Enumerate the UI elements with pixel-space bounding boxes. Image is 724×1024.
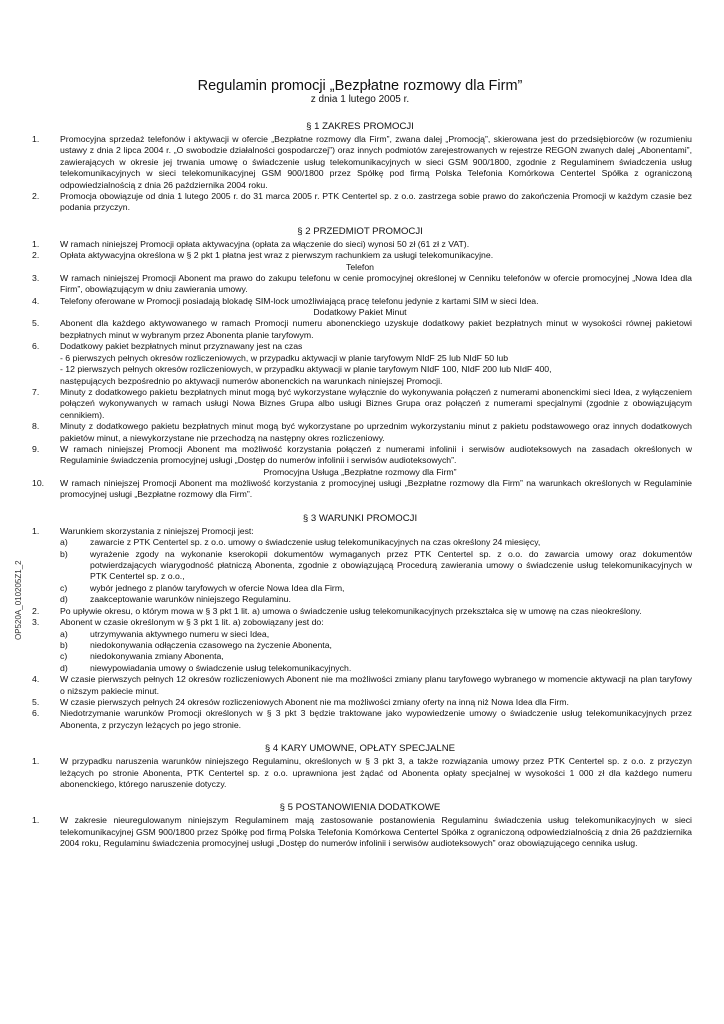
document-date: z dnia 1 lutego 2005 r. (310, 94, 410, 105)
item-text: Minuty z dodatkowego pakietu bezpłatnych minut mogą być wykorzystane wyłącznie do wykonywania połączeń z numerami abonenckimi sieci Idea, z wyłączeniem połączeń wykonywanych w ramach usługi Nowa Biznes Grupa albo usługi Biznes Grupa oraz połączeń z numerami specjalnymi (zgodnie z obowiązującym cennikiem). (60, 386, 692, 420)
item-text: W ramach niniejszej Promocji Abonent ma możliwość korzystania z promocyjnej usługi „Bezpłatne rozmowy dla Firm” na warunkach określonych w Regulaminie promocyjnej usługi „Bezpłatne rozmowy dla Firm”. (60, 478, 692, 500)
regulation-document (28, 78, 692, 862)
sub-item (28, 663, 692, 674)
item-text: Po upływie okresu, o którym mowa w § 3 pkt 1 lit. a) umowa o świadczenie usług telekomunikacyjnych przekształca się w umowę na czas nieokreślony. (60, 605, 642, 616)
sub-item (28, 537, 692, 548)
item-number: 4. (32, 295, 40, 306)
list-item (28, 341, 692, 387)
list-item (28, 239, 692, 250)
sub-letter: d) (60, 594, 68, 605)
sub-letter: b) (60, 548, 68, 559)
list-item (28, 273, 692, 296)
list-item (28, 815, 692, 849)
item-text: Niedotrzymanie warunków Promocji określonych w § 3 pkt 3 będzie traktowane jako wypowiedzenie umowy o świadczenie usług telekomunikacyjnych przez Abonenta, z przyczyn leżących po jego stronie. (60, 708, 692, 730)
item-text: W przypadku naruszenia warunków niniejszego Regulaminu, określonych w § 3 pkt 3, a także rozwiązania umowy przez PTK Centertel sp. z o.o. z przyczyn leżących po stronie Abonenta, PTK Centertel sp. z o.o. uprawniona jest żądać od Abonenta opłaty specjalnej w wysokości 1 000 zł dla każdego numeru abonenckiego, którego naruszenie dotyczy. (60, 756, 692, 789)
sub-item (28, 629, 692, 640)
item-number: 9. (32, 443, 40, 454)
item-text: W czasie pierwszych pełnych 24 okresów rozliczeniowych Abonent nie ma możliwości zmiany oferty na inną niż Nowa Idea dla Firm. (60, 696, 569, 707)
subsection-title: Promocyjna Usługa „Bezpłatne rozmowy dla Firm” (263, 466, 457, 477)
item-number: 2. (32, 605, 40, 616)
sub-letter: c) (60, 582, 68, 593)
sub-text: utrzymywania aktywnego numeru w sieci Idea, (90, 628, 270, 639)
list-item (28, 697, 692, 708)
item-text: Promocyjna sprzedaż telefonów i aktywacji w ofercie „Bezpłatne rozmowy dla Firm”, zwana dalej „Promocją”, skierowana jest do przedsiębiorców (w rozumieniu ustawy z dnia 2 lipca 2004 r. „O swobodzie działalności gospodarczej”) oraz innych podmiotów zarejestrowanych w rejestrze REGON zwanych dalej „Abonentami”, zawierających w okresie jej trwania umowę o świadczenie usług telekomunikacyjnych w sieci GSM 900/1800, zgodnie z Regulaminem świadczenia usług telekomunikacyjnych w sieci telekomunikacyjnej GSM 900/1800 przez Spółkę pod firmą Polska Telefonia Komórkowa Centertel Spółka z ograniczoną odpowiedzialnością z dnia 26 października 2004 roku. (60, 134, 692, 190)
section-title: § 1 ZAKRES PROMOCJI (306, 121, 414, 132)
item-text: Abonent dla każdego aktywowanego w ramach Promocji numeru abonenckiego uzyskuje dodatkowy pakiet bezpłatnych minut w wysokości równej pakietowi bezpłatnych minut w wybranym przez Abonenta planie taryfowym. (60, 318, 692, 340)
list-item (28, 444, 692, 467)
sub-letter: b) (60, 639, 68, 650)
item-number: 6. (32, 708, 40, 719)
list-item (28, 756, 692, 790)
item-text: W ramach niniejszej Promocji Abonent ma prawo do zakupu telefonu w cenie promocyjnej określonej w Cenniku telefonów w ofercie promocyjnej „Nowa Idea dla Firm”, obowiązującym w dniu zawierania umowy. (60, 272, 692, 295)
item-number: 3. (32, 272, 40, 283)
sub-item (28, 549, 692, 583)
item-line: - 12 pierwszych pełnych okresów rozliczeniowych, w przypadku aktywacji w planie taryfowym NIdF 100, NIdF 200 lub NIdF 400, (60, 364, 552, 375)
document-code: OP520A_010205Z1_2 (14, 560, 23, 640)
item-number: 1. (32, 134, 40, 144)
sub-letter: a) (60, 628, 68, 639)
list-item (28, 387, 692, 421)
subsection-title: Dodatkowy Pakiet Minut (313, 307, 407, 318)
section-3 (28, 513, 692, 731)
item-number: 4. (32, 674, 40, 685)
item-text: W ramach niniejszej Promocji opłata aktywacyjna (opłata za włączenie do sieci) wynosi 50 zł (61 zł z VAT). (60, 238, 470, 249)
item-text: Warunkiem skorzystania z niniejszej Promocji jest: (60, 525, 254, 536)
item-number: 1. (32, 756, 40, 767)
item-number: 7. (32, 386, 40, 397)
list-item (28, 708, 692, 731)
sub-text: wyrażenie zgody na wykonanie kserokopii dokumentów wymaganych przez PTK Centertel sp. z o.o. do zawarcia umowy oraz dokumentów potwierdzających wiarygodność płatniczą Abonenta, zgodnie z obowiązującą Procedurą zawierania umowy o świadczenie usług telekomunikacyjnych w PTK Centertel sp. z o.o., (90, 548, 692, 582)
sub-item (28, 594, 692, 605)
section-title: § 5 POSTANOWIENIA DODATKOWE (279, 802, 441, 814)
item-number: 8. (32, 421, 40, 432)
item-text: W ramach niniejszej Promocji Abonent ma możliwość korzystania połączeń z numerami infolinii i serwisów audioteksowych na zasadach określonych w Regulaminie świadczenia promocyjnej usługi „Dostęp do numerów infolinii i serwisów audioteksowych”. (60, 443, 692, 466)
item-text: Abonent w czasie określonym w § 3 pkt 1 lit. a) zobowiązany jest do: (60, 617, 324, 628)
section-5 (28, 802, 692, 849)
item-number: 6. (32, 341, 40, 352)
list-item (28, 421, 692, 444)
item-line: - 6 pierwszych pełnych okresów rozliczeniowych, w przypadku aktywacji w planie taryfowym NIdF 25 lub NIdF 50 lub (60, 352, 509, 363)
item-line: Dodatkowy pakiet bezpłatnych minut przyznawany jest na czas (60, 341, 303, 352)
item-text: Telefony oferowane w Promocji posiadają blokadę SIM-lock umożliwiającą pracę telefonu jedynie z kartami SIM w sieci Idea. (60, 295, 539, 306)
list-item (28, 478, 692, 501)
item-number: 2. (32, 250, 40, 261)
sub-text: niedokonywania zmiany Abonenta, (90, 651, 224, 662)
sub-letter: d) (60, 662, 68, 673)
list-item (28, 134, 692, 191)
sub-text: niedokonywania odłączenia czasowego na życzenie Abonenta, (90, 639, 332, 650)
item-text: W czasie pierwszych pełnych 12 okresów rozliczeniowych Abonent nie ma możliwości zmiany planu taryfowego wybranego w momencie aktywacji na plan taryfowy o niższym pakiecie minut. (60, 674, 692, 696)
sub-text: zawarcie z PTK Centertel sp. z o.o. umowy o świadczenie usług telekomunikacyjnych na czas określony 24 miesięcy, (90, 537, 541, 548)
item-number: 1. (32, 525, 40, 536)
sub-item (28, 651, 692, 662)
list-item (28, 318, 692, 341)
section-4 (28, 743, 692, 790)
item-number: 3. (32, 617, 40, 628)
subsection-title: Telefon (345, 261, 374, 272)
sub-item (28, 583, 692, 594)
sub-text: zaakceptowanie warunków niniejszego Regulaminu. (90, 594, 291, 605)
item-text: Opłata aktywacyjna określona w § 2 pkt 1 płatna jest wraz z pierwszym rachunkiem za usługi telekomunikacyjne. (60, 250, 494, 261)
sub-letter: c) (60, 651, 68, 662)
sub-text: niewypowiadania umowy o świadczenie usług telekomunikacyjnych. (90, 662, 352, 673)
item-line: następujących bezpośrednio po aktywacji numerów abonenckich na warunkach niniejszej Promocji. (60, 375, 443, 386)
sub-text: wybór jednego z planów taryfowych w ofercie Nowa Idea dla Firm, (90, 582, 345, 593)
sub-item (28, 640, 692, 651)
item-text (60, 341, 692, 387)
list-item (28, 606, 692, 617)
list-item (28, 250, 692, 261)
list-item (28, 674, 692, 697)
item-number: 10. (32, 478, 45, 489)
section-1 (28, 121, 692, 214)
sub-letter: a) (60, 537, 68, 548)
item-text: W zakresie nieuregulowanym niniejszym Regulaminem mają zastosowanie postanowienia Regulaminu świadczenia usług telekomunikacyjnych w sieci telekomunikacyjnej GSM 900/1800 przez Spółkę pod firmą Polska Telefonia Komórkowa Centertel Spółka z ograniczoną odpowiedzialnością z dnia 26 października 2004 roku, Regulaminu świadczenia promocyjnej usługi „Dostęp do numerów infolinii i serwisów audioteksowych” oraz obowiązującego cennika usług. (60, 815, 692, 849)
section-title: § 4 KARY UMOWNE, OPŁATY SPECJALNE (264, 743, 456, 755)
section-title: § 3 WARUNKI PROMOCJI (302, 512, 418, 524)
list-item (28, 296, 692, 307)
item-number: 1. (32, 815, 40, 826)
item-number: 1. (32, 238, 40, 249)
list-item (28, 617, 692, 628)
item-number: 2. (32, 191, 40, 202)
item-text: Promocja obowiązuje od dnia 1 lutego 2005 r. do 31 marca 2005 r. PTK Centertel sp. z o.o. zastrzega sobie prawo do zakończenia Promocji w każdym czasie bez podania przyczyn. (60, 191, 692, 213)
section-2 (28, 226, 692, 501)
item-text: Minuty z dodatkowego pakietu bezpłatnych minut mogą być wykorzystane po uprzednim wykorzystaniu minut z pakietu podstawowego oraz innych dodatkowych pakietów minut, a niewykorzystane nie przechodzą na następny okres rozliczeniowy. (60, 421, 692, 443)
item-number: 5. (32, 318, 40, 329)
item-number: 5. (32, 696, 40, 707)
list-item (28, 191, 692, 214)
list-item (28, 526, 692, 537)
section-title: § 2 PRZEDMIOT PROMOCJI (297, 225, 423, 237)
document-title: Regulamin promocji „Bezpłatne rozmowy dla Firm” (197, 78, 523, 94)
